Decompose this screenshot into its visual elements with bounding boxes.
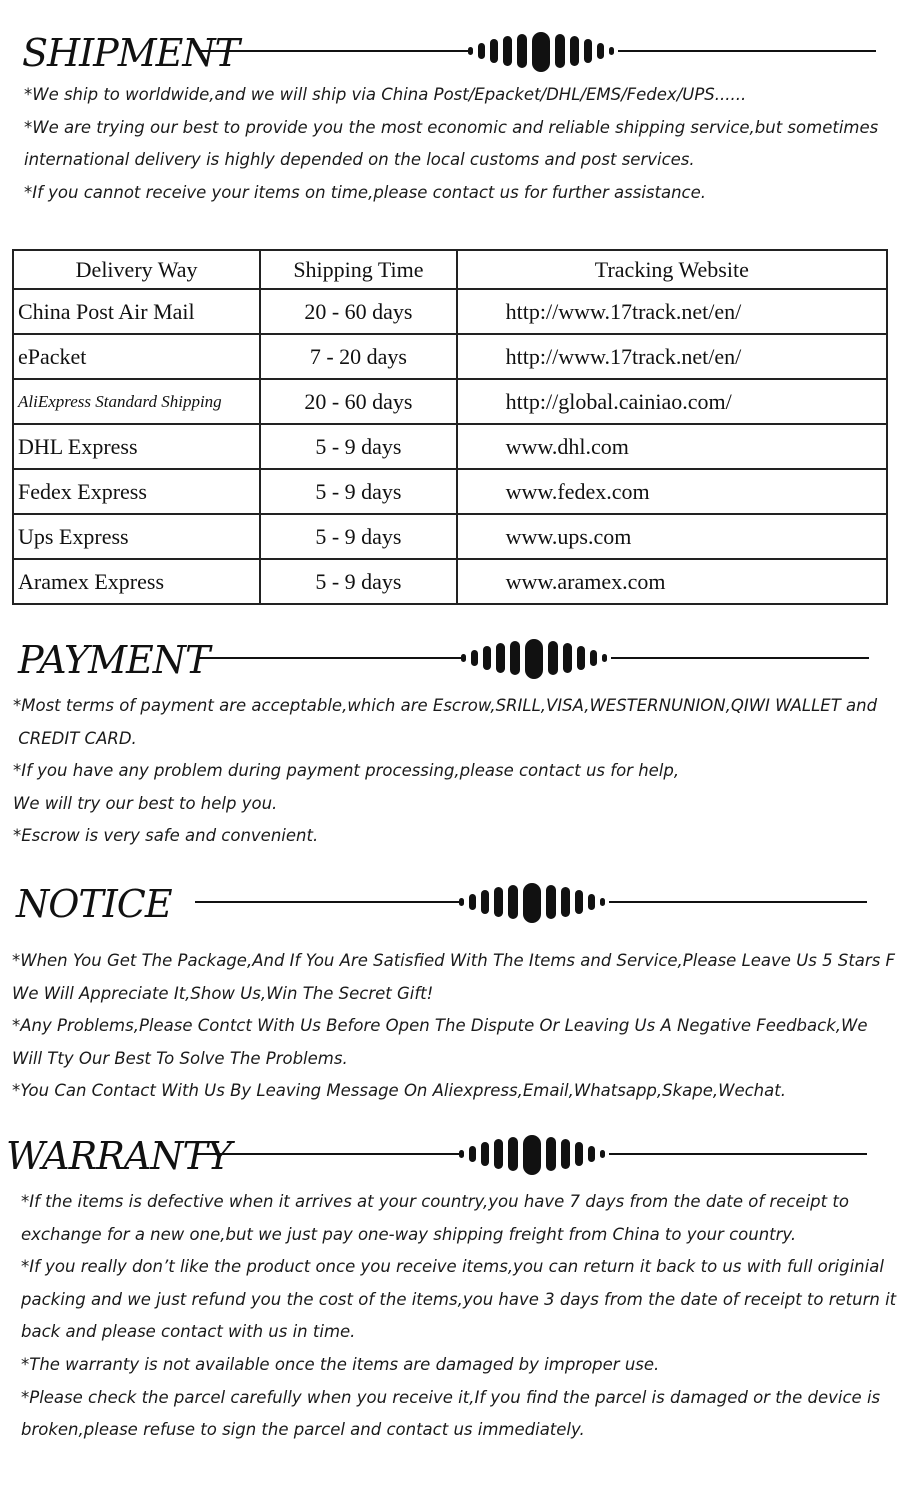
tracking-website-cell: www.fedex.com [457, 469, 887, 514]
warranty-line: *If you really don’t like the product once you receive items,you can return it back to us with full originial [21, 1257, 884, 1277]
shipment-line: international delivery is highly depended on the local customs and post services. [24, 150, 695, 170]
warranty-line: packing and we just refund you the cost of the items,you have 3 days from the date of receipt to return it [21, 1289, 897, 1309]
delivery-way-cell: China Post Air Mail [13, 289, 260, 334]
tracking-website-cell: www.dhl.com [457, 424, 887, 469]
delivery-way-cell: AliExpress Standard Shipping [13, 379, 260, 424]
warranty-line: *The warranty is not available once the items are damaged by improper use. [21, 1354, 660, 1374]
tracking-website-cell: www.aramex.com [457, 559, 887, 604]
warranty-line: broken,please refuse to sign the parcel and contact us immediately. [21, 1420, 585, 1440]
divider-ornament [200, 30, 880, 74]
warranty-line: *Please check the parcel carefully when you receive it,If you find the parcel is damaged or the device is [21, 1387, 881, 1407]
shipping-time-cell: 20 - 60 days [260, 379, 456, 424]
shipping-time-cell: 20 - 60 days [260, 289, 456, 334]
table-row [13, 469, 887, 514]
table-row [13, 559, 887, 604]
payment-header [0, 637, 900, 697]
delivery-way-cell: Aramex Express [13, 559, 260, 604]
payment-line: *If you have any problem during payment processing,please contact us for help, [13, 761, 680, 781]
shipment-line: *We are trying our best to provide you the most economic and reliable shipping service,but sometimes [24, 117, 879, 137]
shipment-title: SHIPMENT [22, 31, 239, 75]
divider-ornament [197, 1133, 877, 1177]
column-header: Shipping Time [260, 250, 456, 289]
delivery-way-cell: Ups Express [13, 514, 260, 559]
delivery-way-cell: Fedex Express [13, 469, 260, 514]
warranty-header [0, 1133, 900, 1193]
notice-line: *You Can Contact With Us By Leaving Message On Aliexpress,Email,Whatsapp,Skape,Wechat. [12, 1081, 786, 1101]
payment-text [13, 690, 877, 853]
payment-line: *Most terms of payment are acceptable,which are Escrow,SRILL,VISA,WESTERNUNION,QIWI WALLET and [13, 696, 878, 715]
notice-title: NOTICE [16, 882, 172, 926]
shipping-time-cell: 7 - 20 days [260, 334, 456, 379]
shipping-time-cell: 5 - 9 days [260, 514, 456, 559]
table-row [13, 334, 887, 379]
divider-ornament [197, 637, 877, 681]
table-row [13, 424, 887, 469]
table-row [13, 514, 887, 559]
shipping-table [12, 249, 888, 605]
warranty-line: *If the items is defective when it arrives at your country,you have 7 days from the date of receipt to [21, 1192, 849, 1211]
warranty-title: WARRANTY [6, 1134, 231, 1178]
payment-line: We will try our best to help you. [13, 793, 278, 813]
notice-text [12, 945, 900, 1108]
notice-line: We Will Appreciate It,Show Us,Win The Secret Gift! [12, 983, 434, 1003]
column-header: Tracking Website [457, 250, 887, 289]
shipping-time-cell: 5 - 9 days [260, 559, 456, 604]
notice-header [0, 881, 900, 941]
table-header-row [13, 250, 887, 289]
shipment-text [24, 79, 878, 209]
warranty-text [21, 1186, 900, 1447]
tracking-website-cell: www.ups.com [457, 514, 887, 559]
payment-line: *Escrow is very safe and convenient. [13, 826, 319, 846]
warranty-line: back and please contact with us in time. [21, 1322, 356, 1342]
shipping-time-cell: 5 - 9 days [260, 424, 456, 469]
table-row [13, 379, 887, 424]
payment-title: PAYMENT [18, 638, 210, 682]
payment-line: CREDIT CARD. [13, 728, 137, 748]
delivery-way-cell: DHL Express [13, 424, 260, 469]
notice-line: *When You Get The Package,And If You Are Satisfied With The Items and Service,Please Leave Us 5 Stars F [12, 951, 896, 970]
table-row [13, 289, 887, 334]
warranty-line: exchange for a new one,but we just pay one-way shipping freight from China to your country. [21, 1224, 797, 1244]
shipment-line: *We ship to worldwide,and we will ship via China Post/Epacket/DHL/EMS/Fedex/UPS...... [24, 85, 747, 104]
tracking-website-cell: http://www.17track.net/en/ [457, 289, 887, 334]
divider-ornament [195, 881, 875, 925]
notice-line: Will Tty Our Best To Solve The Problems. [12, 1048, 348, 1068]
notice-line: *Any Problems,Please Contct With Us Before Open The Dispute Or Leaving Us A Negative Feedback,We [12, 1016, 868, 1036]
tracking-website-cell: http://global.cainiao.com/ [457, 379, 887, 424]
shipping-time-cell: 5 - 9 days [260, 469, 456, 514]
shipment-line: *If you cannot receive your items on time,please contact us for further assistance. [24, 182, 707, 202]
delivery-way-cell: ePacket [13, 334, 260, 379]
column-header: Delivery Way [13, 250, 260, 289]
tracking-website-cell: http://www.17track.net/en/ [457, 334, 887, 379]
